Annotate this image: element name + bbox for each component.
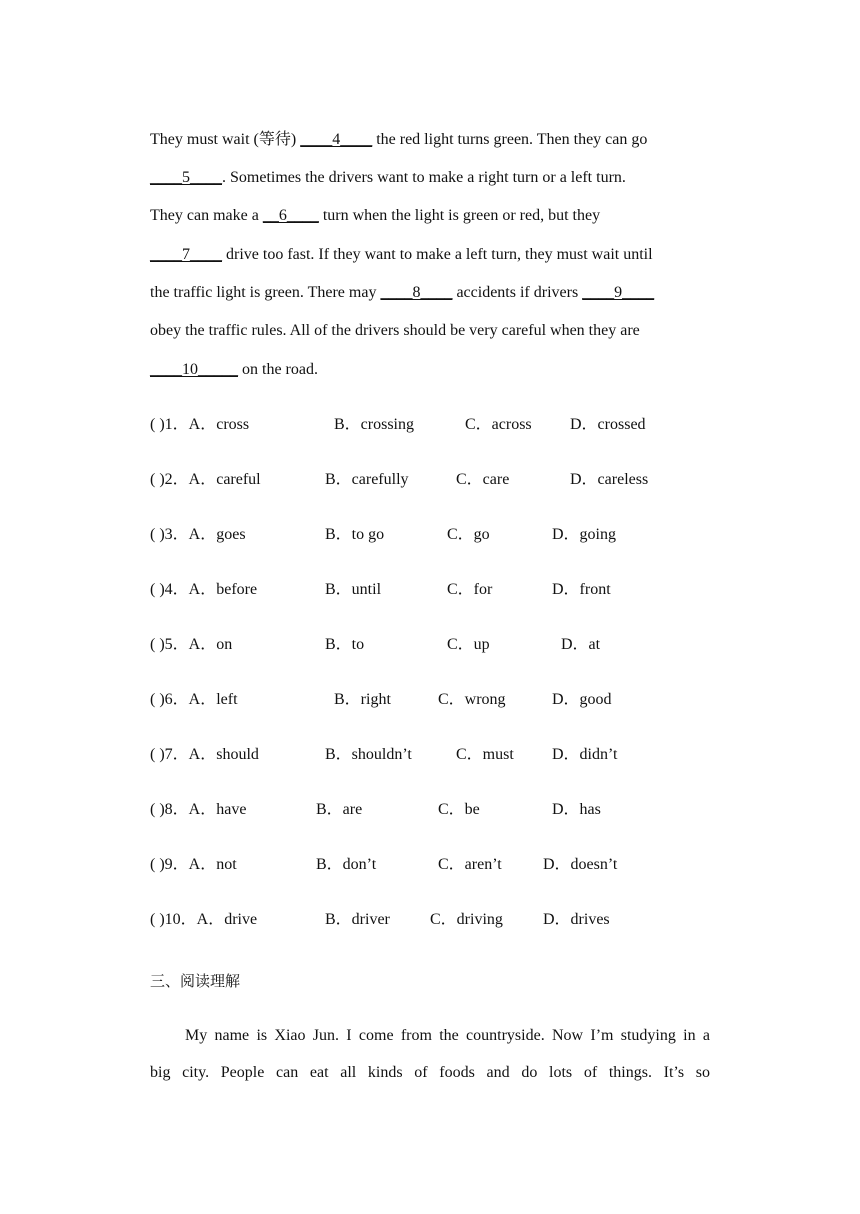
question-option-c: C．aren’t	[438, 856, 502, 873]
blank-6: __6____	[262, 207, 319, 224]
question-row	[150, 579, 750, 601]
passage-line-1	[150, 129, 710, 151]
question-option-d: D．going	[552, 526, 617, 543]
question-option-b: B．don’t	[316, 856, 377, 873]
text: on the road.	[238, 361, 318, 378]
question-option-b: B．driver	[325, 911, 390, 928]
question-option-a: ( )9．A．not	[150, 856, 237, 873]
question-option-b: B．shouldn’t	[325, 746, 412, 763]
question-option-d: D．didn’t	[552, 746, 618, 763]
text: They can make a	[150, 207, 263, 224]
question-option-d: D．good	[552, 691, 612, 708]
question-option-a: ( )7．A．should	[150, 746, 259, 763]
question-row	[150, 634, 750, 656]
question-option-a: ( )4．A．before	[150, 581, 258, 598]
text: . Sometimes the drivers want to make a right turn or a left turn.	[222, 169, 626, 186]
text: the red light turns green. Then they can go	[372, 131, 648, 148]
question-option-d: D．has	[552, 801, 601, 818]
question-option-b: B．carefully	[325, 471, 409, 488]
question-option-c: C．for	[447, 581, 493, 598]
text: drive too fast. If they want to make a left turn, they must wait until	[222, 246, 653, 263]
text: obey the traffic rules. All of the drivers should be very careful when they are	[150, 322, 640, 339]
question-option-d: D．crossed	[570, 416, 646, 433]
passage-line-5	[150, 282, 710, 304]
question-option-b: B．to go	[325, 526, 385, 543]
question-option-a: ( )2．A．careful	[150, 471, 261, 488]
question-option-a: ( )8．A．have	[150, 801, 247, 818]
question-option-a: ( )10．A．drive	[150, 911, 258, 928]
question-row	[150, 524, 750, 546]
blank-8: ____8____	[380, 284, 453, 301]
question-option-c: C．driving	[430, 911, 503, 928]
question-option-b: B．are	[316, 801, 363, 818]
question-option-d: D．careless	[570, 471, 649, 488]
section-heading: 三、阅读理解	[150, 972, 241, 990]
text: accidents if drivers	[452, 284, 583, 301]
blank-4: ____4____	[300, 131, 373, 148]
question-option-b: B．to	[325, 636, 365, 653]
question-option-a: ( )1．A．cross	[150, 416, 250, 433]
blank-9: ____9____	[582, 284, 655, 301]
question-option-a: ( )3．A．goes	[150, 526, 246, 543]
text: They must wait (等待)	[150, 131, 301, 148]
question-row	[150, 854, 750, 876]
question-row	[150, 414, 750, 436]
blank-7: ____7____	[150, 246, 222, 263]
question-option-c: C．must	[456, 746, 514, 763]
question-row	[150, 744, 750, 766]
question-row	[150, 799, 750, 821]
question-option-d: D．front	[552, 581, 611, 598]
question-option-c: C．across	[465, 416, 532, 433]
text: the traffic light is green. There may	[150, 284, 381, 301]
question-option-a: ( )6．A．left	[150, 691, 238, 708]
passage-line-7	[150, 359, 710, 381]
question-row	[150, 469, 750, 491]
passage-line-3	[150, 205, 710, 227]
question-option-c: C．go	[447, 526, 490, 543]
question-option-d: D．at	[561, 636, 601, 653]
question-option-c: C．wrong	[438, 691, 506, 708]
passage-line-2	[150, 167, 710, 189]
question-option-d: D．drives	[543, 911, 610, 928]
reading-paragraph-line-1: My name is Xiao Jun. I come from the countryside. Now I’m studying in a	[185, 1027, 710, 1044]
question-option-c: C．up	[447, 636, 490, 653]
blank-5: ____5____	[150, 169, 222, 186]
question-option-c: C．be	[438, 801, 480, 818]
question-option-b: B．right	[334, 691, 391, 708]
text: turn when the light is green or red, but they	[318, 207, 601, 224]
question-option-b: B．until	[325, 581, 382, 598]
reading-paragraph-line-2: big city. People can eat all kinds of foods and do lots of things. It’s so	[150, 1064, 710, 1081]
blank-10: ____10_____	[150, 361, 238, 378]
passage-line-4	[150, 244, 710, 266]
question-option-a: ( )5．A．on	[150, 636, 233, 653]
passage-line-6	[150, 320, 710, 342]
question-option-b: B．crossing	[334, 416, 415, 433]
question-option-d: D．doesn’t	[543, 856, 618, 873]
question-row	[150, 689, 750, 711]
question-row	[150, 909, 750, 931]
question-option-c: C．care	[456, 471, 510, 488]
